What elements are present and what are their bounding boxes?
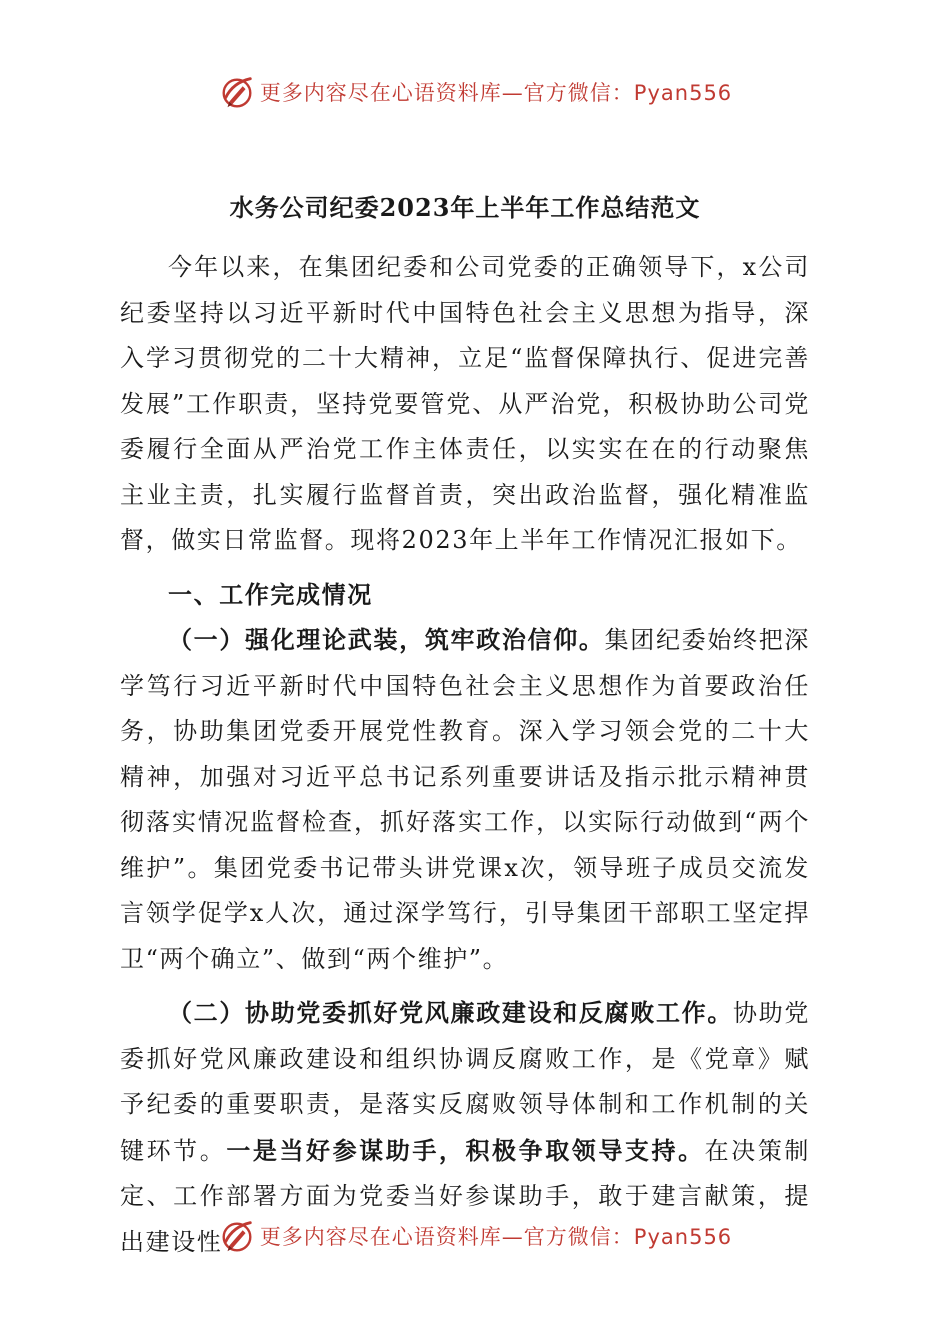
document-body bbox=[120, 188, 810, 1265]
pen-logo-icon bbox=[218, 1217, 256, 1255]
item-two-body: 协助党委抓好党风廉政建设和组织协调反腐败工作，是《党章》赋予纪委的重要职责，是落实反腐败领导体制和工作机制的关键环节。 bbox=[120, 999, 810, 1165]
item-one-body: 集团纪委始终把深学笃行习近平新时代中国特色社会主义思想作为首要政治任务，协助集团党委开展党性教育。深入学习领会党的二十大精神，加强对习近平总书记系列重要讲话及指示批示精神贯彻落实情况监督检查，抓好落实工作，以实际行动做到“两个维护”。集团党委书记带头讲党课x次，领导班子成员交流发言领学促学x人次，通过深学笃行，引导集团干部职工坚定捍卫“两个确立”、做到“两个维护”。 bbox=[120, 626, 810, 973]
watermark-text: 更多内容尽在心语资料库—官方微信：Pyan556 bbox=[259, 81, 733, 105]
document-title: 水务公司纪委2023年上半年工作总结范文 bbox=[229, 193, 701, 222]
item-two-sub-body: 在决策制定、工作部署方面为党委当好参谋助手，敢于建言献策，提出建设性 bbox=[120, 1136, 810, 1256]
intro-paragraph: 今年以来，在集团纪委和公司党委的正确领导下，x公司纪委坚持以习近平新时代中国特色社会主义思想为指导，深入学习贯彻党的二十大精神，立足“监督保障执行、促进完善发展”工作职责，坚持党要管党、从严治党，积极协助公司党委履行全面从严治党工作主体责任，以实实在在的行动聚焦主业主责，扎实履行监督首责，突出政治监督，强化精准监督，做实日常监督。现将2023年上半年工作情况汇报如下。 bbox=[120, 253, 810, 554]
watermark-banner-bottom bbox=[0, 1216, 950, 1256]
watermark-text: 更多内容尽在心语资料库—官方微信：Pyan556 bbox=[259, 1225, 733, 1249]
item-one-paragraph bbox=[120, 617, 810, 982]
section-heading: 一、工作完成情况 bbox=[168, 579, 373, 609]
item-two-sub-lead: 一是当好参谋助手，积极争取领导支持。 bbox=[226, 1135, 705, 1165]
item-one-lead: （一）强化理论武装，筑牢政治信仰。 bbox=[168, 625, 605, 654]
item-two-lead: （二）协助党委抓好党风廉政建设和反腐败工作。 bbox=[168, 998, 734, 1027]
pen-logo-icon bbox=[218, 73, 256, 111]
watermark-banner-top bbox=[0, 72, 950, 112]
